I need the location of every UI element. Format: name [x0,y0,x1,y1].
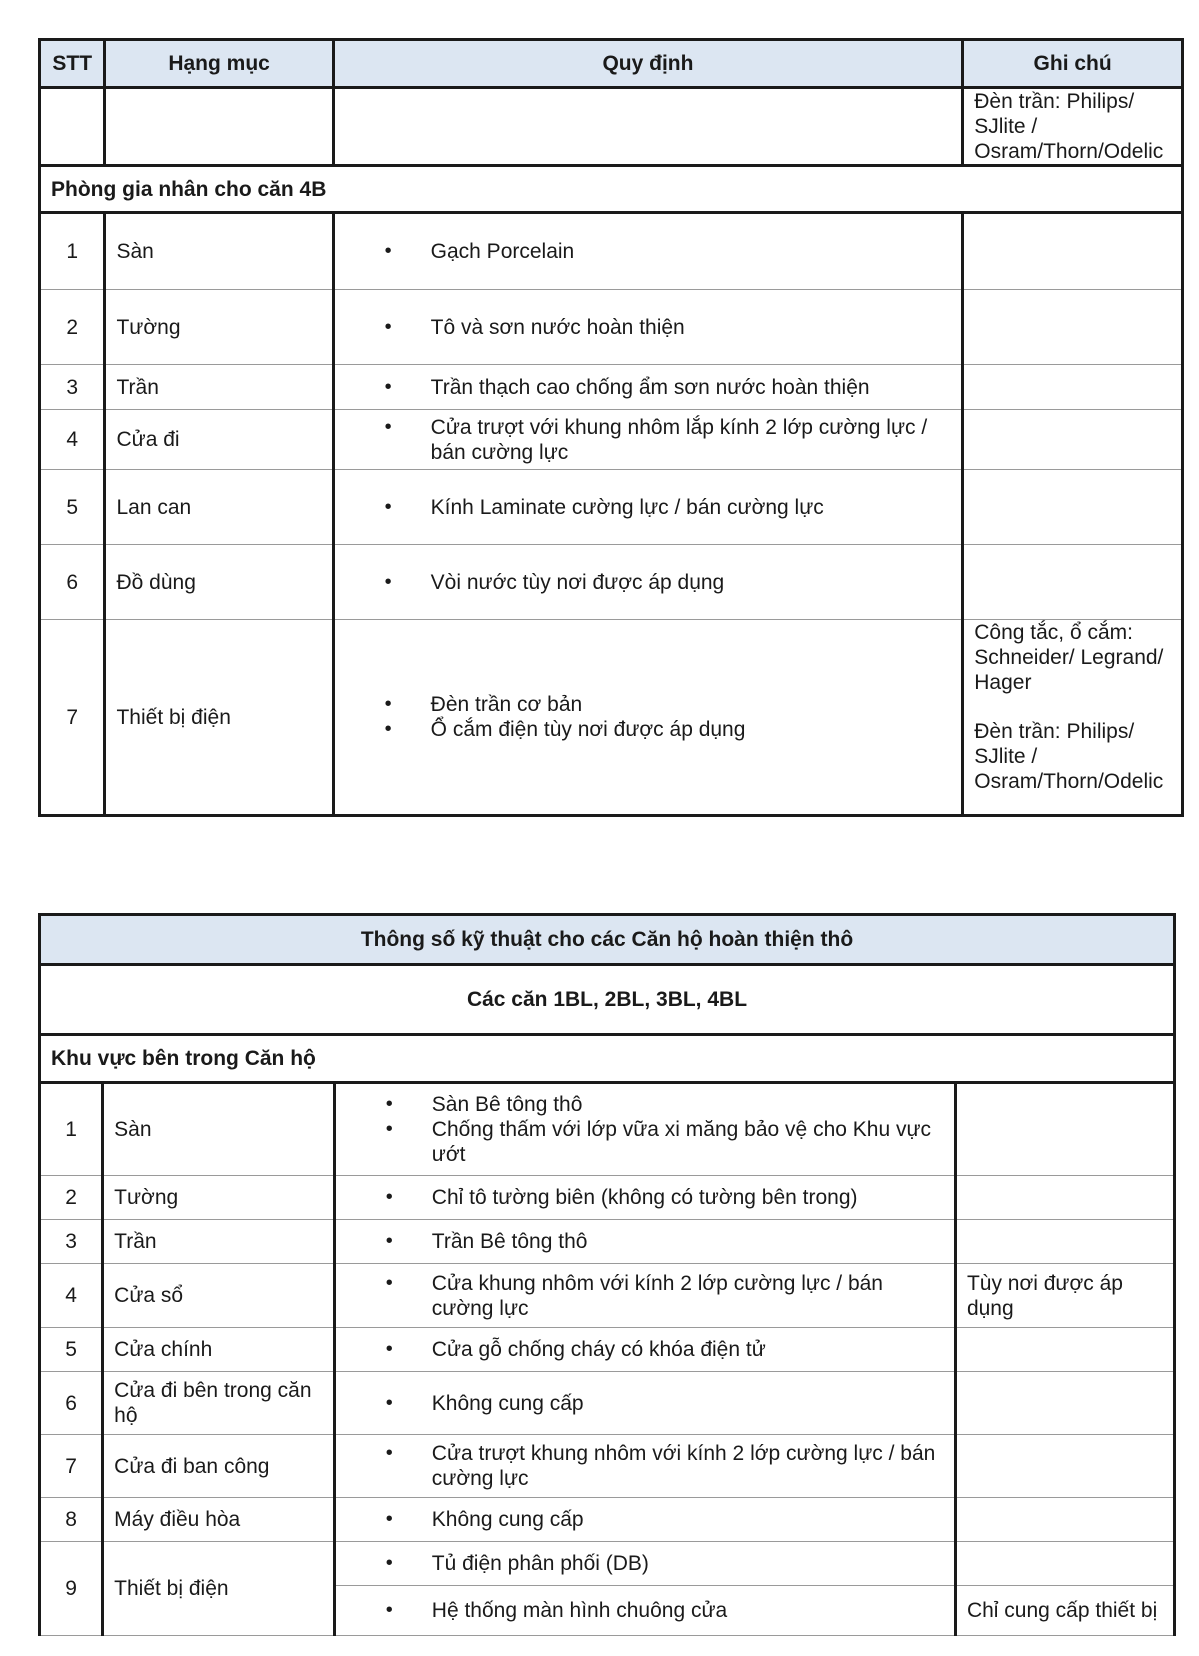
stt-cell: 2 [40,1176,103,1220]
item-cell: Sàn [103,1083,335,1176]
spec-cell [334,1498,955,1542]
table-header-row [40,40,1183,88]
table-row [40,1176,1175,1220]
spec-bullet: • Tủ điện phân phối (DB) [386,1551,944,1576]
spec-cell [334,1542,955,1586]
table-row [40,1220,1175,1264]
item-cell: Lan can [105,470,333,545]
spec-cell [334,1372,955,1435]
table-row [40,88,1183,166]
note-cell: Tùy nơi được áp dụng [955,1264,1174,1328]
section-title: Phòng gia nhân cho căn 4B [40,166,1183,213]
table-row [40,1542,1175,1586]
table-row [40,365,1183,410]
section-title: Khu vực bên trong Căn hộ [40,1035,1175,1083]
stt-cell: 8 [40,1498,103,1542]
item-cell: Cửa đi bên trong căn hộ [103,1372,335,1435]
table-row [40,1264,1175,1328]
stt-cell: 1 [40,213,105,290]
spec-cell [333,620,963,816]
note-cell [963,410,1183,470]
header-spec: Quy định [333,40,963,88]
note-cell [963,213,1183,290]
item-cell: Tường [105,290,333,365]
note-lights: Đèn trần: Philips/ SJlite / Osram/Thorn/Odelic [974,720,1164,793]
table-row [40,410,1183,470]
note-cell: Đèn trần: Philips/ SJlite / Osram/Thorn/Odelic [963,88,1183,166]
table-title-row [40,915,1175,965]
item-cell: Trần [105,365,333,410]
spec-cell [333,365,963,410]
item-cell: Cửa đi [105,410,333,470]
item-cell: Cửa đi ban công [103,1435,335,1498]
item-cell: Cửa sổ [103,1264,335,1328]
table-row [40,1083,1175,1176]
note-cell [963,620,1183,816]
spec-cell [334,1083,955,1176]
note-cell [963,470,1183,545]
raw-finish-spec-table [38,913,1176,1636]
table-subtitle-row [40,965,1175,1035]
spec-cell [334,1176,955,1220]
spec-bullet: • Trần thạch cao chống ẩm sơn nước hoàn thiện [385,375,952,400]
table-row [40,545,1183,620]
table-row [40,470,1183,545]
table-subtitle: Các căn 1BL, 2BL, 3BL, 4BL [40,965,1175,1035]
spec-cell [334,1328,955,1372]
stt-cell: 6 [40,545,105,620]
spec-bullet: • Đèn trần cơ bản [385,692,952,717]
item-cell: Cửa chính [103,1328,335,1372]
stt-cell: 5 [40,470,105,545]
note-cell [955,1372,1174,1435]
stt-cell: 3 [40,365,105,410]
spec-cell [333,545,963,620]
spec-bullet: • Gạch Porcelain [385,239,952,264]
note-switches: Công tắc, ổ cắm: Schneider/ Legrand/ Hager [974,621,1164,694]
stt-cell: 3 [40,1220,103,1264]
stt-cell: 5 [40,1328,103,1372]
spec-table-continued [38,38,1184,817]
spec-bullet: • Ổ cắm điện tùy nơi được áp dụng [385,717,952,742]
spec-cell [334,1435,955,1498]
table-row [40,1372,1175,1435]
note-cell [963,545,1183,620]
note-cell [963,365,1183,410]
spec-bullet: • Chỉ tô tường biên (không có tường bên trong) [386,1185,944,1210]
spec-bullet: • Cửa khung nhôm với kính 2 lớp cường lực / bán cường lực [386,1271,944,1321]
item-cell: Thiết bị điện [103,1542,335,1636]
spec-cell [333,290,963,365]
note-cell [955,1328,1174,1372]
note-cell: Chỉ cung cấp thiết bị [955,1586,1174,1636]
table-title: Thông số kỹ thuật cho các Căn hộ hoàn thiện thô [40,915,1175,965]
spec-cell [333,410,963,470]
spec-bullet: • Không cung cấp [386,1391,944,1416]
stt-cell: 7 [40,1435,103,1498]
stt-cell: 9 [40,1542,103,1636]
item-cell: Đồ dùng [105,545,333,620]
spec-bullet: • Kính Laminate cường lực / bán cường lực [385,495,952,520]
section-row [40,1035,1175,1083]
item-cell: Máy điều hòa [103,1498,335,1542]
table-row [40,620,1183,816]
spec-bullet: • Sàn Bê tông thô [386,1092,944,1117]
spec-bullet: • Chống thấm với lớp vữa xi măng bảo vệ cho Khu vực ướt [386,1117,944,1167]
item-cell: Tường [103,1176,335,1220]
spec-bullet: • Cửa trượt khung nhôm với kính 2 lớp cường lực / bán cường lực [386,1441,944,1491]
table-row [40,213,1183,290]
spec-bullet: • Tô và sơn nước hoàn thiện [385,315,952,340]
header-item: Hạng mục [105,40,333,88]
spec-bullet: • Vòi nước tùy nơi được áp dụng [385,570,952,595]
section-row [40,166,1183,213]
note-cell [955,1083,1174,1176]
stt-cell: 4 [40,410,105,470]
stt-cell: 6 [40,1372,103,1435]
item-cell: Sàn [105,213,333,290]
stt-cell: 2 [40,290,105,365]
table-row [40,290,1183,365]
spec-bullet: • Cửa gỗ chống cháy có khóa điện tử [386,1337,944,1362]
table-row [40,1328,1175,1372]
header-stt: STT [40,40,105,88]
note-cell [963,290,1183,365]
spec-cell [334,1220,955,1264]
stt-cell: 7 [40,620,105,816]
spec-cell [334,1264,955,1328]
table-row [40,1435,1175,1498]
spec-cell [333,213,963,290]
header-note: Ghi chú [963,40,1183,88]
spec-bullet: • Cửa trượt với khung nhôm lắp kính 2 lớp cường lực / bán cường lực [385,415,952,465]
item-cell: Trần [103,1220,335,1264]
item-cell: Thiết bị điện [105,620,333,816]
table-row [40,1498,1175,1542]
note-cell [955,1435,1174,1498]
note-cell [955,1220,1174,1264]
note-cell [955,1176,1174,1220]
spec-cell [333,470,963,545]
stt-cell: 1 [40,1083,103,1176]
spec-bullet: • Hệ thống màn hình chuông cửa [386,1598,944,1623]
note-cell [955,1542,1174,1586]
stt-cell: 4 [40,1264,103,1328]
note-cell [955,1498,1174,1542]
spec-bullet: • Không cung cấp [386,1507,944,1532]
spec-bullet: • Trần Bê tông thô [386,1229,944,1254]
spec-cell [334,1586,955,1636]
